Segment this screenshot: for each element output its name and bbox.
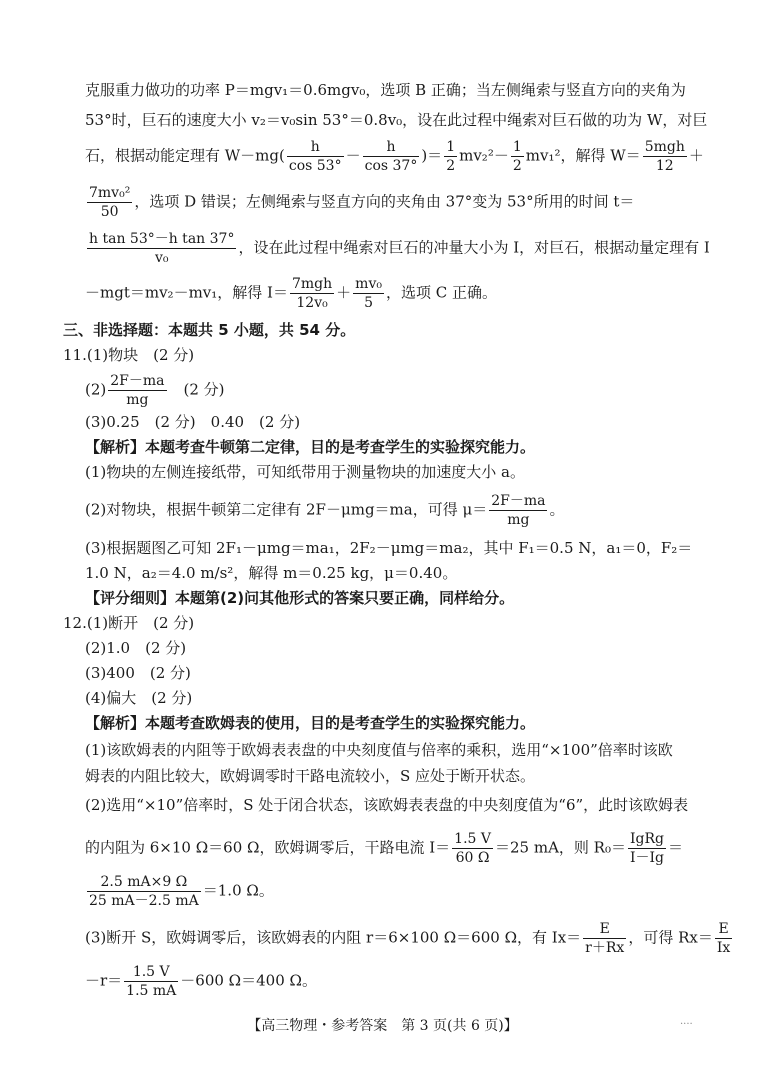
numerator: 2F－ma: [110, 373, 165, 389]
numerator: h: [287, 138, 344, 157]
q11-analysis-p3-cont: 1.0 N，a₂＝4.0 m/s²，解得 m＝0.25 kg，μ＝0.40。: [85, 564, 458, 582]
fraction: [87, 184, 132, 221]
text: ＋: [336, 283, 352, 302]
intro-line-3: [85, 138, 704, 175]
fraction: [452, 830, 493, 867]
text: ，选项 D 错误；左侧绳索与竖直方向的夹角由 37°变为 53°所用的时间 t＝: [134, 192, 635, 211]
section-heading: 三、非选择题：本题共 5 小题，共 54 分。: [63, 321, 356, 339]
q12-answer-1: 12.(1)断开 (2 分): [63, 614, 195, 632]
q11-answer-3: (3)0.25 (2 分) 0.40 (2 分): [85, 413, 301, 431]
text: ＝1.0 Ω。: [202, 881, 274, 900]
q12-answer-3: (3)400 (2 分): [85, 664, 191, 682]
denominator: 12: [655, 158, 674, 174]
numerator: E: [583, 920, 626, 939]
denominator: Ix: [716, 940, 731, 956]
text: (2)对物块，根据牛顿第二定律有 2F－μmg＝ma，可得 μ＝: [85, 500, 488, 519]
intro-line-1: 克服重力做功的功率 P＝mgv₁＝0.6mgv₀，选项 B 正确；当左侧绳索与竖直方向的夹角为: [85, 81, 686, 99]
q12-analysis-p2-cont: [85, 830, 683, 867]
intro-line-6: [85, 275, 497, 312]
numerator: 1.5 V: [454, 831, 491, 847]
q11-analysis-p1: (1)物块的左侧连接纸带，可知纸带用于测量物块的加速度大小 a。: [85, 463, 525, 481]
fraction: [444, 138, 457, 175]
fraction: [583, 920, 626, 957]
text: －: [345, 146, 361, 165]
denominator: 1.5 mA: [126, 983, 177, 999]
q11-analysis-heading: 【解析】本题考查牛顿第二定律，目的是考查学生的实验探究能力。: [85, 438, 536, 456]
text: )＝: [421, 146, 443, 165]
fraction: [124, 963, 178, 1000]
q12-answer-2: (2)1.0 (2 分): [85, 639, 187, 657]
numerator: 7mgh: [291, 276, 333, 292]
q12-analysis-p1: (1)该欧姆表的内阻等于欧姆表表盘的中央刻度值与倍率的乘积，选用“×100”倍率时该欧: [85, 741, 673, 759]
intro-line-2: 53°时，巨石的速度大小 v₂＝v₀sin 53°＝0.8v₀，设在此过程中绳索对巨石做的功为 W，对巨: [85, 111, 708, 129]
denominator: cos 53°: [288, 158, 342, 174]
numerator: 1.5 V: [124, 963, 178, 982]
page-footer: 【高三物理・参考答案 第 3 页(共 6 页)】: [247, 1018, 518, 1034]
numerator: h: [363, 138, 420, 157]
denominator: r＋Rx: [585, 940, 625, 956]
text: mv₂²－: [459, 146, 509, 165]
q12-analysis-p3: [85, 920, 734, 957]
q12-analysis-heading: 【解析】本题考查欧姆表的使用，目的是考查学生的实验探究能力。: [85, 714, 536, 732]
denominator: v₀: [154, 250, 169, 266]
fraction: [489, 492, 547, 529]
denominator: I－Ig: [630, 850, 665, 866]
numerator: mv₀: [355, 276, 382, 292]
denominator: 5: [364, 295, 374, 311]
fraction: [628, 830, 666, 867]
q12-analysis-p2-result: [85, 873, 274, 910]
text: 的内阻为 6×10 Ω＝60 Ω，欧姆调零后，干路电流 I＝: [85, 838, 451, 857]
fraction: [353, 275, 384, 312]
numerator: 2F－ma: [491, 493, 546, 509]
text: ，选项 C 正确。: [385, 283, 497, 302]
denominator: 2: [512, 158, 522, 174]
fraction: [511, 138, 524, 175]
text: ，可得 Rx＝: [628, 928, 713, 947]
text: (3)断开 S，欧姆调零后，该欧姆表的内阻 r＝6×100 Ω＝600 Ω，有 Ix＝: [85, 928, 582, 947]
text: 。: [549, 500, 565, 519]
denominator: 2: [446, 158, 456, 174]
text: －r＝: [85, 971, 123, 990]
numerator: E: [715, 920, 732, 939]
denominator: mg: [507, 512, 530, 528]
fraction: [87, 230, 236, 267]
text: (2): [85, 380, 107, 399]
q12-answer-4: (4)偏大 (2 分): [85, 689, 193, 707]
numerator: 1: [512, 139, 522, 155]
q11-answer-2: [85, 372, 225, 409]
q11-answer-1: 11.(1)物块 (2 分): [63, 346, 195, 364]
fraction: [363, 138, 420, 175]
text: (2 分): [168, 380, 225, 399]
intro-line-4: [85, 184, 634, 221]
intro-line-5: [85, 230, 710, 267]
numerator: 1: [446, 139, 456, 155]
q12-analysis-p1-cont: 姆表的内阻比较大，欧姆调零时干路电流较小，S 应处于断开状态。: [85, 767, 536, 785]
q12-analysis-p2: (2)选用“×10”倍率时，S 处于闭合状态，该欧姆表表盘的中央刻度值为“6”，此时该欧姆表: [85, 796, 689, 814]
fraction: [87, 873, 201, 910]
denominator: mg: [126, 392, 149, 408]
corner-mark: ....: [680, 1016, 693, 1027]
text: －mgt＝mv₂－mv₁，解得 I＝: [85, 283, 288, 302]
q11-analysis-p3: (3)根据题图乙可知 2F₁－μmg＝ma₁，2F₂－μmg＝ma₂，其中 F₁＝0.5 N，a₁＝0，F₂＝: [85, 539, 693, 557]
fraction: [715, 920, 732, 957]
text: ＝25 mA，则 R₀＝: [495, 838, 626, 857]
text: mv₁²，解得 W＝: [525, 146, 641, 165]
text: ＋: [688, 146, 704, 165]
numerator: 5mgh: [644, 139, 685, 155]
denominator: 12v₀: [296, 295, 328, 311]
text: －600 Ω＝400 Ω。: [180, 971, 317, 990]
numerator: IgRg: [628, 830, 666, 849]
denominator: 50: [100, 204, 119, 220]
q11-scoring-note: 【评分细则】本题第(2)问其他形式的答案只要正确，同样给分。: [85, 589, 515, 607]
numerator: h tan 53°－h tan 37°: [89, 231, 235, 247]
fraction: [287, 138, 344, 175]
fraction: [290, 275, 334, 312]
text: 石，根据动能定理有 W－mg(: [85, 146, 285, 165]
fraction: [108, 372, 166, 409]
fraction: [643, 138, 687, 175]
q12-analysis-p3-result: [85, 963, 317, 1000]
denominator: cos 37°: [364, 158, 418, 174]
numerator: 2.5 mA×9 Ω: [87, 873, 201, 892]
text: ＝: [668, 838, 684, 857]
denominator: 25 mA－2.5 mA: [89, 893, 199, 909]
text: ，设在此过程中绳索对巨石的冲量大小为 I，对巨石，根据动量定理有 I: [238, 238, 710, 257]
denominator: 60 Ω: [455, 850, 490, 866]
numerator: 7mv₀²: [89, 185, 131, 201]
q11-analysis-p2: [85, 492, 565, 529]
